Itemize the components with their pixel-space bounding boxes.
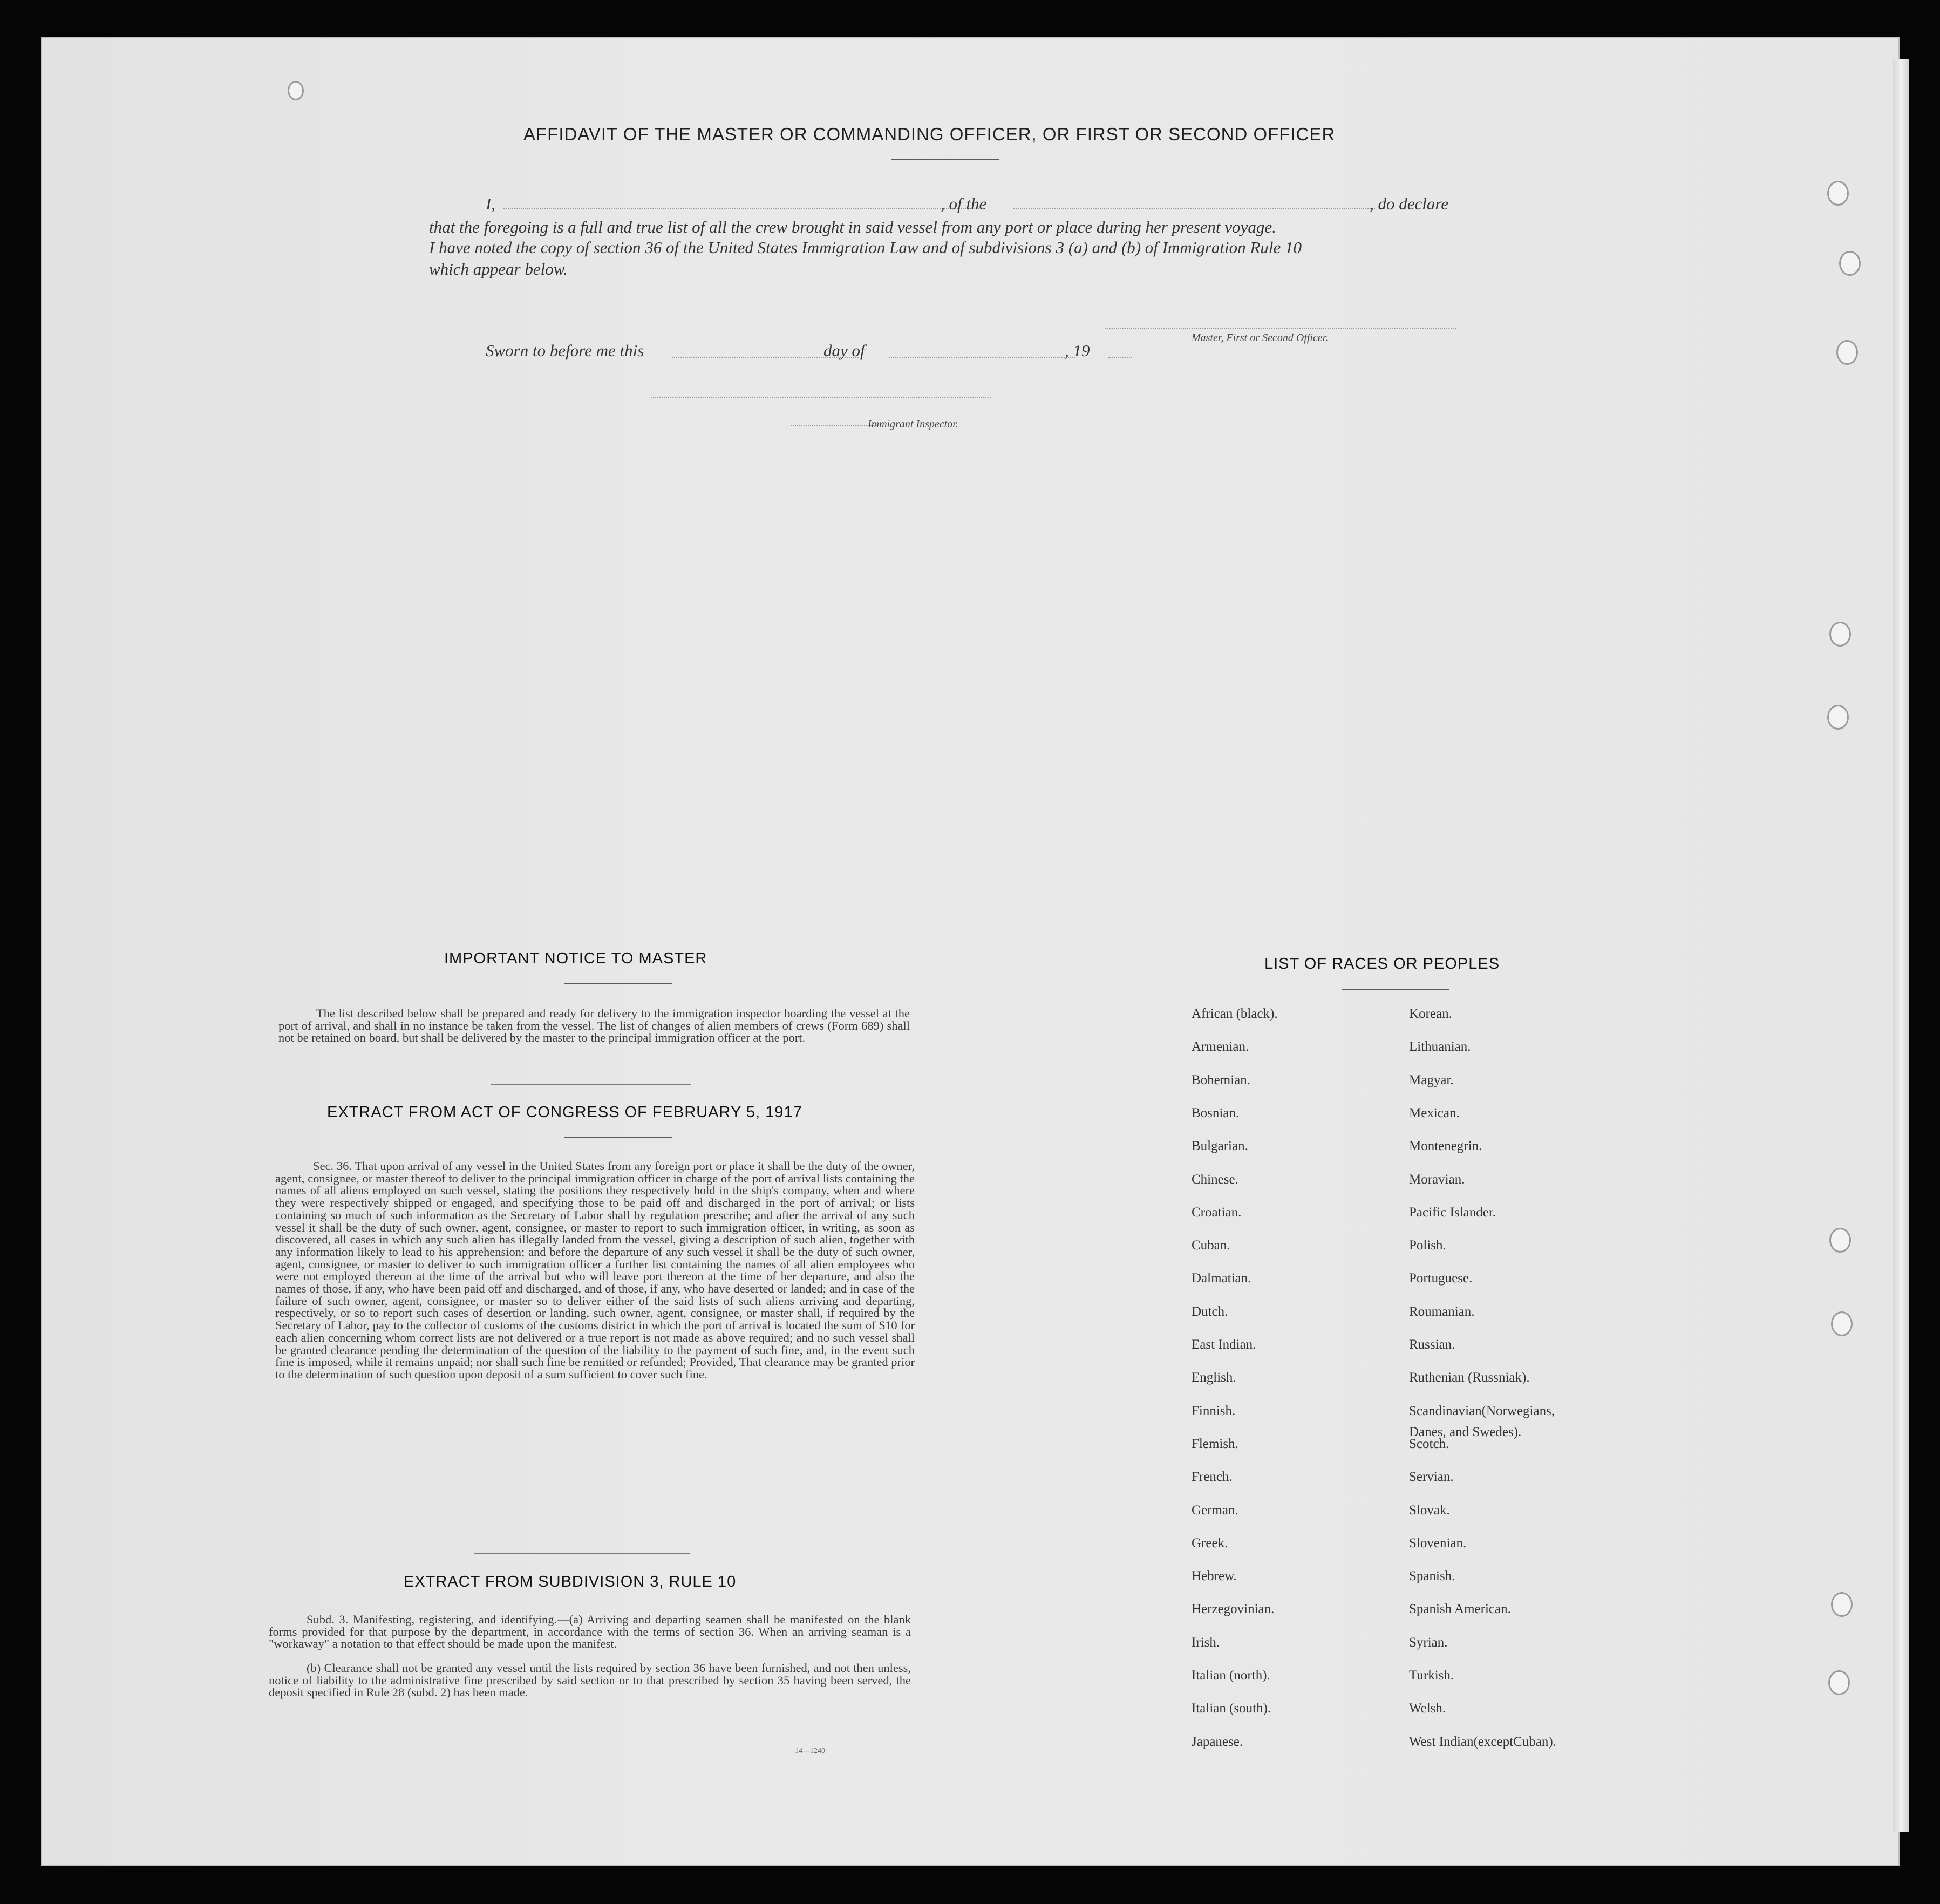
affidavit-do-declare: , do declare <box>1370 194 1449 213</box>
race-item: Slovenian. <box>1409 1535 1467 1551</box>
binder-hole <box>1827 181 1849 206</box>
month-blank <box>889 357 1075 358</box>
race-item: Korean. <box>1409 1007 1452 1021</box>
title-underline <box>891 159 999 160</box>
rule-para-a: Subd. 3. Manifesting, registering, and identifying.—(a) Arriving and departing seamen shall be manifested on the blank forms provided for that purpose by the department, in accordance with the terms of section 36. When an arriving seaman is a "workaway" a notation to that effect should be made upon the manifest. <box>269 1613 911 1651</box>
binder-hole <box>1829 1228 1851 1253</box>
races-underline <box>1342 989 1449 990</box>
signature-label: Master, First or Second Officer. <box>1192 332 1329 344</box>
vessel-blank <box>1013 208 1375 209</box>
binder-hole <box>1839 251 1861 276</box>
race-item: Pacific Islander. <box>1409 1205 1496 1220</box>
race-item: Scandinavian(Norwegians, <box>1409 1403 1555 1418</box>
race-item: Syrian. <box>1409 1635 1448 1650</box>
race-item: Magyar. <box>1409 1072 1454 1087</box>
race-item: Russian. <box>1409 1337 1455 1352</box>
rule-para-b: (b) Clearance shall not be granted any vessel until the lists required by section 36 have been furnished, and not then unless, notice of liability to the administrative fine prescribed by said section or to that prescribed by section 35 having been served, the deposit specified in Rule 28 (subd. 2) has been made. <box>269 1661 911 1699</box>
year-blank <box>1108 357 1132 358</box>
signature-blank <box>1105 328 1456 329</box>
year-prefix: , 19 <box>1065 341 1090 360</box>
race-item: Hebrew. <box>1192 1569 1237 1584</box>
form-number: 14—1240 <box>795 1747 825 1755</box>
affidavit-title: AFFIDAVIT OF THE MASTER OR COMMANDING OFFICER, OR FIRST OR SECOND OFFICER <box>523 124 1336 144</box>
affidavit-of-the: , of the <box>941 194 987 213</box>
race-item: Spanish. <box>1409 1569 1455 1584</box>
race-item: Japanese. <box>1192 1734 1243 1749</box>
race-item: Cuban. <box>1192 1238 1230 1253</box>
document-page <box>42 38 1898 1865</box>
race-item: Polish. <box>1409 1238 1446 1253</box>
race-item: German. <box>1192 1502 1238 1518</box>
race-item: Irish. <box>1192 1635 1220 1650</box>
race-item: Moravian. <box>1409 1172 1465 1187</box>
race-item: Servian. <box>1409 1470 1454 1485</box>
binder-hole <box>1828 1670 1850 1695</box>
affidavit-i: I, <box>486 194 496 213</box>
binder-hole <box>1836 340 1858 365</box>
binder-hole <box>1827 705 1849 730</box>
race-item: Portuguese. <box>1409 1271 1473 1286</box>
race-item: East Indian. <box>1192 1337 1256 1352</box>
race-item: Armenian. <box>1192 1039 1249 1055</box>
race-item: Bulgarian. <box>1192 1139 1248 1154</box>
rule-heading: EXTRACT FROM SUBDIVISION 3, RULE 10 <box>404 1573 737 1590</box>
notice-heading: IMPORTANT NOTICE TO MASTER <box>444 950 707 967</box>
race-item: West Indian(exceptCuban). <box>1409 1734 1556 1749</box>
section-divider <box>491 1084 691 1085</box>
races-heading: LIST OF RACES OR PEOPLES <box>1264 955 1500 973</box>
binder-hole <box>1829 622 1851 647</box>
act-heading: EXTRACT FROM ACT OF CONGRESS OF FEBRUARY 5, 1917 <box>327 1104 802 1121</box>
race-item: Bohemian. <box>1192 1072 1251 1087</box>
name-blank <box>503 208 984 209</box>
race-item: Croatian. <box>1192 1205 1242 1220</box>
race-item-continuation: Danes, and Swedes). <box>1409 1425 1522 1439</box>
act-underline <box>564 1137 672 1138</box>
sworn-text: Sworn to before me this <box>486 341 644 360</box>
notice-text: The list described below shall be prepared and ready for delivery to the immigration inspector boarding the vessel at the port of arrival, and shall in no instance be taken from the vessel. The list of changes of alien members of crews (Form 689) shall not be retained on board, but shall be delivered by the master to the principal immigration officer at the port. <box>278 1007 910 1045</box>
binder-hole <box>288 81 304 100</box>
day-of-text: day of <box>823 341 865 360</box>
race-item: Bosnian. <box>1192 1105 1240 1120</box>
race-item: Scotch. <box>1409 1436 1449 1451</box>
race-item: Mexican. <box>1409 1105 1460 1120</box>
race-item: Italian (north). <box>1192 1668 1270 1683</box>
binder-hole <box>1831 1311 1853 1336</box>
race-item: Chinese. <box>1192 1172 1238 1187</box>
inspector-signature-blank <box>651 397 991 398</box>
race-item: Roumanian. <box>1409 1304 1475 1319</box>
page-edge-strip <box>1893 59 1909 1832</box>
race-item: Greek. <box>1192 1535 1228 1551</box>
affidavit-line3: I have noted the copy of section 36 of the United States Immigration Law and of subdivisions 3 (a) and (b) of Immigration Rule 10 <box>429 238 1302 257</box>
race-item: Turkish. <box>1409 1668 1454 1683</box>
race-item: French. <box>1192 1470 1233 1485</box>
affidavit-line2: that the foregoing is a full and true list of all the crew brought in said vessel from any port or place during her present voyage. <box>429 217 1276 236</box>
race-item: Finnish. <box>1192 1403 1236 1418</box>
binder-hole <box>1831 1592 1853 1617</box>
inspector-label: Immigrant Inspector. <box>868 418 958 430</box>
race-item: Dalmatian. <box>1192 1271 1251 1286</box>
race-item: Spanish American. <box>1409 1602 1511 1617</box>
section-divider <box>474 1553 690 1554</box>
race-item: Ruthenian (Russniak). <box>1409 1370 1530 1385</box>
act-text: Sec. 36. That upon arrival of any vessel in the United States from any foreign port or place it shall be the duty of the owner, agent, consignee, or master thereof to deliver to the principal immigration officer in charge of the port of arrival lists containing the names of all aliens employed on such vessel, stating the positions they respectively hold in the ship's company, when and where they were respectively shipped or engaged, and specifying those to be paid off and discharged in the port of arrival; or lists containing so much of such information as the Secretary of Labor shall by regulation prescribe; and after the arrival of any such vessel it shall be the duty of such owner, agent, consignee, or master to report to such immigration officer, in writing, as soon as discovered, all cases in which any such alien has illegally landed from the vessel, giving a description of such alien, together with any information likely to lead to his apprehension; and before the departure of any such vessel it shall be the duty of such owner, agent, consignee, or master to deliver to such immigration officer a further list containing the names of all alien employees who were not employed thereon at the time of the arrival but who will leave port thereon at the time of her departure, and also the names of those, if any, who have been paid off and discharged, and of those, if any, who have deserted or landed; and in case of the failure of such owner, agent, consignee, or master so to deliver either of the said lists of such aliens arriving and departing, respectively, or so to report such cases of desertion or landing, such owner, agent, consignee, or master shall, if required by the Secretary of Labor, pay to the collector of customs of the customs district in which the port of arrival is located the sum of $10 for each alien concerning whom correct lists are not delivered or a true report is not made as above required; and no such vessel shall be granted clearance pending the determination of the question of the liability to the payment of such fine, and, in the event such fine is imposed, while it remains unpaid; nor shall such fine be remitted or refunded; Provided, That clearance may be granted prior to the determination of such question upon deposit of a sum sufficient to cover such fine. <box>275 1159 915 1381</box>
race-item: African (black). <box>1192 1007 1278 1021</box>
affidavit-line4: which appear below. <box>429 260 568 278</box>
race-item: Montenegrin. <box>1409 1139 1482 1154</box>
race-item: Italian (south). <box>1192 1701 1271 1716</box>
notice-underline <box>564 983 672 984</box>
race-item: Dutch. <box>1192 1304 1228 1319</box>
inspector-label-leader <box>791 425 877 426</box>
race-item: Slovak. <box>1409 1502 1450 1518</box>
race-item: English. <box>1192 1370 1236 1385</box>
race-item: Herzegovinian. <box>1192 1602 1275 1617</box>
race-item: Welsh. <box>1409 1701 1446 1716</box>
race-item: Flemish. <box>1192 1436 1238 1451</box>
race-item: Lithuanian. <box>1409 1039 1471 1055</box>
